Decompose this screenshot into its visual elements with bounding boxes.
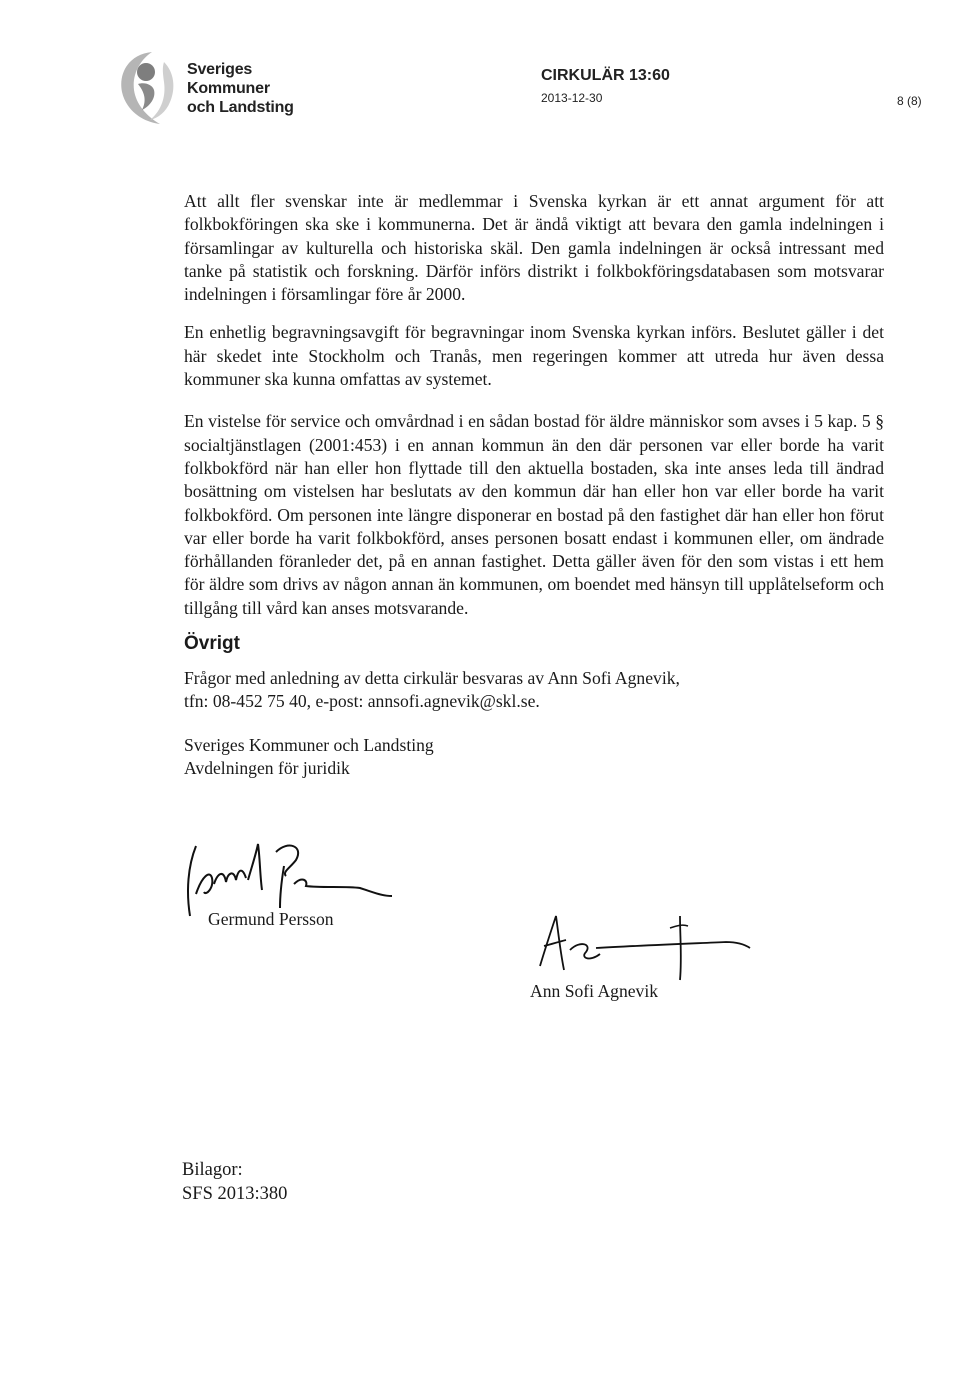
signature-ann-sofi-agnevik-icon [530,906,760,988]
contact-line1: Frågor med anledning av detta cirkulär besvaras av Ann Sofi Agnevik, [184,668,680,689]
body-text [184,190,884,780]
contact-line2: tfn: 08-452 75 40, e-post: annsofi.agnevik@skl.se. [184,691,540,712]
paragraph-begravningsavgift: En enhetlig begravningsavgift för begravningar inom Svenska kyrkan införs. Beslutet gäller i det här skedet inte Stockholm och Tranås, men regeringen kommer att utreda hur även dessa kommuner ska kunna omfattas av systemet. [184,322,884,390]
page-number: 8 (8) [897,94,922,108]
circular-title: CIRKULÄR 13:60 [541,67,670,84]
section-heading-ovrigt: Övrigt [184,633,240,655]
org-name-line2: Kommuner [187,80,270,97]
attachments-label: Bilagor: [182,1160,243,1180]
org-name-line1: Sveriges [187,61,253,78]
org-name-line3: och Landsting [187,99,294,116]
signoff-org: Sveriges Kommuner och Landsting [184,734,434,755]
signoff-department: Avdelningen för juridik [184,757,350,778]
signer1-name: Germund Persson [208,909,334,929]
signer2-name: Ann Sofi Agnevik [530,981,659,1001]
paragraph-vistelse: En vistelse för service och omvårdnad i en sådan bostad för äldre människor som avses i 5 kap. 5 § socialtjänstlagen (2001:453) i en annan kommun än den där personen var eller borde ha varit folkbokförd när han eller hon flyttade till den aktuella bostaden, ska inte anses leda till ändrad bosättning om vistelsen har beslutats av den kommun där han eller hon var eller borde ha varit folkbokförd. Om personen inte längre disponerar en bostad på den fastighet där han eller hon förut var eller borde ha varit folkbokförd, anses personen bosatt endast i kommunen eller, om ändrade förhållanden föranleder det, på en annan fastighet. Detta gäller även för den som vistas i ett hem för äldre som drivs av någon annan än kommunen, om boendet med hänsyn till upplåtelseform och tillgång till vård kan anses motsvarande. [184,411,884,618]
attachments [182,1158,287,1206]
signoff-block [184,734,884,781]
attachment-item: SFS 2013:380 [182,1184,288,1204]
contact-info [184,667,884,714]
org-name [187,60,294,117]
paragraph-distrikt: Att allt fler svenskar inte är medlemmar i Svenska kyrkan är ett annat argument för att folkbokföringen ska ske i kommunerna. Det är ändå viktigt att bevara den gamla indelningen i församlingar av kulturella och historiska skäl. Den gamla indelningen är också intressant med tanke på statistik och forskning. Därför införs distrikt i folkbokföringsdatabasen som motsvarar indelningen i församlingar före år 2000. [184,191,884,305]
circular-date: 2013-12-30 [541,91,603,105]
skl-logo-icon [112,48,188,126]
